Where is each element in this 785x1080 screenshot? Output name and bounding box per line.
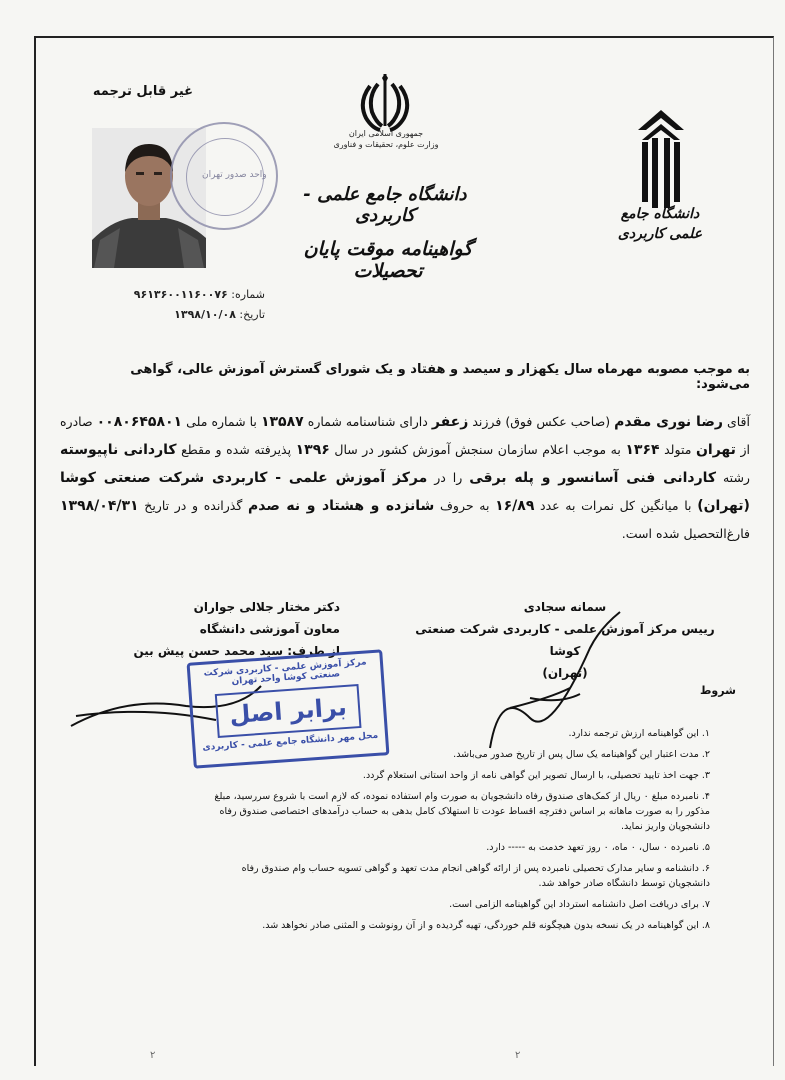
signer-right-city: (تهران)	[542, 666, 588, 680]
gpa-words: شانزده و هشتاد و نه صدم	[247, 498, 435, 514]
condition-item: ۱. این گواهینامه ارزش ترجمه ندارد.	[568, 728, 710, 739]
id-text: دارای شناسنامه شماره	[307, 414, 428, 429]
date-label: تاریخ:	[239, 308, 265, 321]
issued-text: صادره از	[60, 414, 750, 457]
condition-item: ۲. مدت اعتبار این گواهینامه یک سال پس از تاریخ صدور می‌باشد.	[453, 749, 710, 760]
signer-right-name: سمانه سجادی	[523, 600, 607, 614]
condition-item: ۴. نامبرده مبلغ ۰ ریال از کمک‌های صندوق رفاه دانشجویان به صورت وام استفاده نموده، که لازم است با شروع سررسید، مبلغ مذکور را به صورت ماهانه بر اساس دفترچه اقساط عودت تا استهلاک کامل بدهی به حساب درآمدهای اختصاصی صندوق رفاه دانشجویان واریز نماید.	[214, 791, 710, 832]
signature-block-left	[120, 596, 340, 662]
education-center: مرکز آموزش علمی - کاربردی شرکت صنعتی کوشا (تهران)	[60, 470, 750, 514]
stamp-bottom-line: محل مهر دانشگاه جامع علمی - کاربردی	[202, 730, 379, 754]
footer-mark-right: ۲	[515, 1050, 521, 1061]
id-number: ۱۳۵۸۷	[260, 414, 304, 430]
date-text: گذرانده و در تاریخ	[144, 498, 243, 513]
born-text: متولد	[664, 442, 692, 457]
logo-line-2: علمی کاربردی	[617, 226, 703, 242]
university-logo-icon	[634, 108, 688, 214]
condition-item: ۷. برای دریافت اصل دانشنامه استرداد این گواهینامه الزامی است.	[449, 899, 710, 910]
certificate-title: گواهینامه موقت پایان تحصیلات	[303, 238, 473, 282]
ministry-line-1: جمهوری اسلامی ایران	[348, 129, 424, 138]
signer-left-on-behalf: از طرف: سید محمد حسن پیش بین	[133, 644, 340, 658]
field-text: رشته	[722, 470, 750, 485]
university-title: دانشگاه جامع علمی - کاربردی	[303, 184, 467, 226]
issue-city: تهران	[695, 442, 736, 458]
gpa-words-text: به حروف	[439, 498, 490, 513]
national-id: ۰۰۸۰۶۴۵۸۰۱	[96, 414, 183, 430]
accepted-text: پذیرفته شده و مقطع	[181, 442, 292, 457]
condition-item: ۳. جهت اخذ تایید تحصیلی، با ارسال تصویر این گواهی نامه از واحد استانی استعلام گردد.	[362, 770, 710, 781]
exam-text: به موجب اعلام سازمان سنجش آموزش کشور در سال	[334, 442, 621, 457]
ministry-line-2: وزارت علوم، تحقیقات و فناوری	[333, 140, 439, 149]
number-label: شماره:	[231, 288, 265, 301]
condition-item: ۵. نامبرده ۰ سال، ۰ ماه، ۰ روز تعهد خدمت به ----- دارد.	[486, 842, 710, 853]
graduation-date: ۱۳۹۸/۰۴/۳۱	[60, 498, 139, 514]
preamble: به موجب مصوبه مهرماه سال یکهزار و سیصد و هفتاد و یک شورای گسترش آموزش عالی، گواهی می‌شود:	[130, 362, 750, 392]
exam-year: ۱۳۹۶	[295, 442, 330, 458]
not-translatable-label: غیر قابل ترجمه	[92, 84, 194, 99]
photo-seal-text: واحد صدور تهران	[202, 170, 267, 180]
father-name: زعفر	[431, 414, 469, 430]
student-name: رضا نوری مقدم	[614, 414, 723, 430]
national-text: با شماره ملی	[186, 414, 257, 429]
stamp-box-text: برابر اصل	[215, 684, 362, 738]
photo-note: (صاحب عکس فوق) فرزند	[472, 414, 611, 429]
end-text: فارغ‌التحصیل شده است.	[621, 526, 750, 541]
degree: کاردانی ناپیوسته	[60, 442, 177, 458]
signer-right-title: رییس مرکز آموزش علمی - کاربردی شرکت صنعتی کوشا	[415, 622, 715, 658]
logo-line-1: دانشگاه جامع	[620, 206, 700, 222]
number-value: ۹۶۱۳۶۰۰۱۱۶۰۰۷۶	[133, 288, 228, 301]
footer-mark-left: ۲	[150, 1050, 156, 1061]
condition-item: ۶. دانشنامه و سایر مدارک تحصیلی نامبرده پس از ارائه گواهی انجام مدت تعهد و گواهی تسویه حساب وام صندوق رفاه دانشجویان توسط دانشگاه صادر خواهد شد.	[241, 863, 710, 889]
photo-seal	[170, 122, 278, 230]
field-of-study: کاردانی فنی آسانسور و پله برقی	[469, 470, 717, 486]
date-value: ۱۳۹۸/۱۰/۰۸	[174, 308, 236, 321]
center-text: را در	[434, 470, 463, 485]
title-prefix: آقای	[726, 414, 751, 429]
signer-left-title: معاون آموزشی دانشگاه	[199, 622, 340, 636]
certificate-date	[95, 308, 265, 321]
condition-item: ۸. این گواهینامه در یک نسخه بدون هیچگونه قلم خوردگی، تهیه گردیده و از آن رونوشت و المثنی صادر نخواهد شد.	[262, 920, 710, 931]
university-logo-text	[610, 204, 710, 244]
birth-year: ۱۳۶۴	[625, 442, 660, 458]
conditions-title: شروط	[700, 684, 736, 697]
certificate-body	[60, 408, 750, 547]
gpa-number: ۱۶/۸۹	[495, 498, 535, 514]
stamp-top-line: مرکز آموزش علمی - کاربردی شرکت صنعتی کوشا واحد تهران	[203, 657, 367, 687]
conditions-list	[200, 726, 710, 939]
certificate-number	[95, 288, 265, 301]
gpa-text: با میانگین کل نمرات به عدد	[540, 498, 692, 513]
signer-left-name: دکتر مختار جلالی جواران	[193, 600, 340, 614]
ministry-text	[330, 128, 442, 150]
